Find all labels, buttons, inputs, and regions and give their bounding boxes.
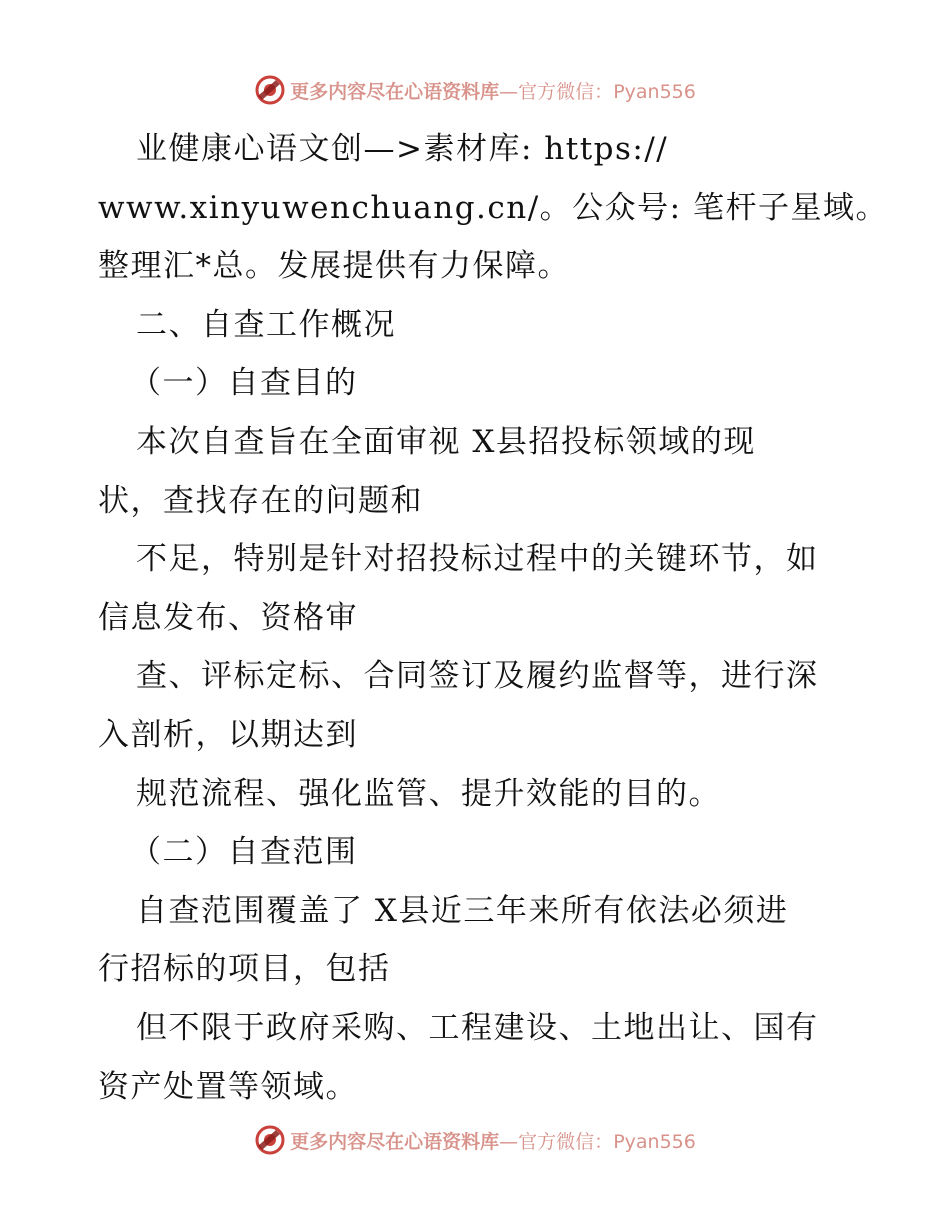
banner-dash: — bbox=[499, 80, 519, 103]
document-body bbox=[98, 120, 888, 1116]
body-line: 入剖析，以期达到 bbox=[98, 716, 358, 753]
body-line: 本次自查旨在全面审视 X县招投标领域的现 bbox=[136, 423, 756, 460]
banner-dash: — bbox=[499, 1130, 519, 1153]
body-line: 自查范围覆盖了 X县近三年来所有依法必须进 bbox=[136, 892, 789, 929]
body-line: 资产处置等领域。 bbox=[98, 1068, 358, 1105]
section-heading: 二、自查工作概况 bbox=[136, 306, 396, 343]
body-line: 查、评标定标、合同签订及履约监督等，进行深 bbox=[136, 658, 819, 695]
body-line: 状，查找存在的问题和 bbox=[98, 482, 423, 519]
brand-logo-icon bbox=[254, 1124, 286, 1156]
banner-wechat-label: 官方微信： bbox=[518, 1130, 614, 1153]
body-line: 业健康心语文创—>素材库: https:// bbox=[136, 131, 669, 167]
brand-logo-icon bbox=[254, 74, 286, 106]
banner-brand-text: 更多内容尽在心语资料库 bbox=[290, 80, 500, 103]
body-line: 规范流程、强化监管、提升效能的目的。 bbox=[136, 775, 721, 812]
body-line: 但不限于政府采购、工程建设、土地出让、国有 bbox=[136, 1009, 819, 1046]
subsection-heading: （二）自查范围 bbox=[130, 834, 358, 871]
body-line: 信息发布、资格审 bbox=[98, 599, 358, 636]
body-line: 不足，特别是针对招投标过程中的关键环节，如 bbox=[136, 541, 819, 578]
subsection-heading: （一）自查目的 bbox=[130, 365, 358, 402]
banner-brand-text: 更多内容尽在心语资料库 bbox=[290, 1130, 500, 1153]
banner-wechat-id: Pyan556 bbox=[613, 80, 696, 103]
footer-banner bbox=[0, 1118, 950, 1162]
body-line: www.xinyuwenchuang.cn/。公众号: 笔杆子星域。 bbox=[98, 189, 888, 226]
header-banner bbox=[0, 68, 950, 112]
banner-wechat-id: Pyan556 bbox=[613, 1130, 696, 1153]
body-line: 行招标的项目，包括 bbox=[98, 951, 391, 988]
banner-wechat-label: 官方微信： bbox=[518, 80, 614, 103]
body-line: 整理汇*总。发展提供有力保障。 bbox=[98, 248, 570, 285]
